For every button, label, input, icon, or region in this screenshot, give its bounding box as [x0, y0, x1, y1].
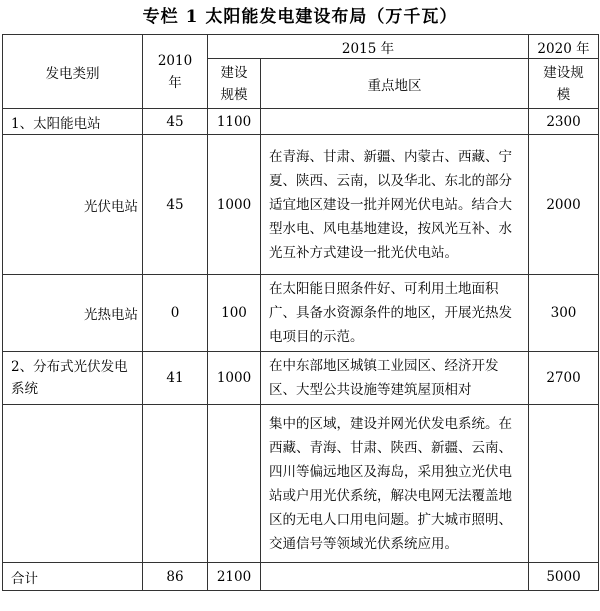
category-cell: [3, 405, 143, 563]
scale-2015-cell: 1000: [208, 352, 261, 405]
regions-cell: [261, 109, 529, 135]
value-2020-cell: 2700: [529, 352, 599, 405]
table-row: [3, 352, 599, 405]
total-2015-cell: 2100: [208, 563, 261, 591]
header-key-regions: 重点地区: [261, 59, 529, 109]
total-2020-cell: 5000: [529, 563, 599, 591]
table-title: 专栏 1 太阳能发电建设布局（万千瓦）: [142, 7, 458, 27]
category-cell: 光热电站: [3, 275, 143, 352]
header-2010: 2010 年: [143, 35, 208, 109]
regions-cell: 在青海、甘肃、新疆、内蒙古、西藏、宁夏、陕西、云南，以及华北、东北的部分适宜地区建设一批并网光伏电站。结合大型水电、风电基地建设，按风光互补、水光互补方式建设一批光伏电站。: [261, 135, 529, 275]
solar-layout-table: [2, 34, 599, 591]
value-2010-cell: 45: [143, 109, 208, 135]
value-2010-cell: 0: [143, 275, 208, 352]
header-category: 发电类别: [3, 35, 143, 109]
total-regions-cell: [261, 563, 529, 591]
table-row-total: [3, 563, 599, 591]
header-2015: 2015 年: [208, 35, 529, 59]
regions-cell: 在中东部地区城镇工业园区、经济开发区、大型公共设施等建筑屋顶相对: [261, 352, 529, 405]
regions-cell: 集中的区域，建设并网光伏发电系统。在西藏、青海、甘肃、陕西、新疆、云南、四川等偏远地区及海岛，采用独立光伏电站或户用光伏系统，解决电网无法覆盖地区的无电人口用电问题。扩大城市照明、交通信号等领域光伏系统应用。: [261, 405, 529, 563]
scale-2015-cell: 1000: [208, 135, 261, 275]
value-2010-cell: 45: [143, 135, 208, 275]
total-2010-cell: 86: [143, 563, 208, 591]
value-2020-cell: 300: [529, 275, 599, 352]
value-2020-cell: 2300: [529, 109, 599, 135]
header-2015-scale: 建设规模: [208, 59, 261, 109]
value-2020-cell: [529, 405, 599, 563]
category-cell: 2、分布式光伏发电系统: [3, 352, 143, 405]
value-2010-cell: 41: [143, 352, 208, 405]
value-2020-cell: 2000: [529, 135, 599, 275]
table-row: [3, 405, 599, 563]
value-2010-cell: [143, 405, 208, 563]
header-2020: 2020 年: [529, 35, 599, 59]
category-cell: 1、太阳能电站: [3, 109, 143, 135]
scale-2015-cell: [208, 405, 261, 563]
total-label-cell: 合计: [3, 563, 143, 591]
header-2020-scale: 建设规模: [529, 59, 599, 109]
category-cell: 光伏电站: [3, 135, 143, 275]
scale-2015-cell: 1100: [208, 109, 261, 135]
table-row: [3, 275, 599, 352]
table-row: [3, 135, 599, 275]
regions-cell: 在太阳能日照条件好、可利用土地面积广、具备水资源条件的地区，开展光热发电项目的示范。: [261, 275, 529, 352]
header-row-1: [3, 35, 599, 59]
table-row: [3, 109, 599, 135]
scale-2015-cell: 100: [208, 275, 261, 352]
